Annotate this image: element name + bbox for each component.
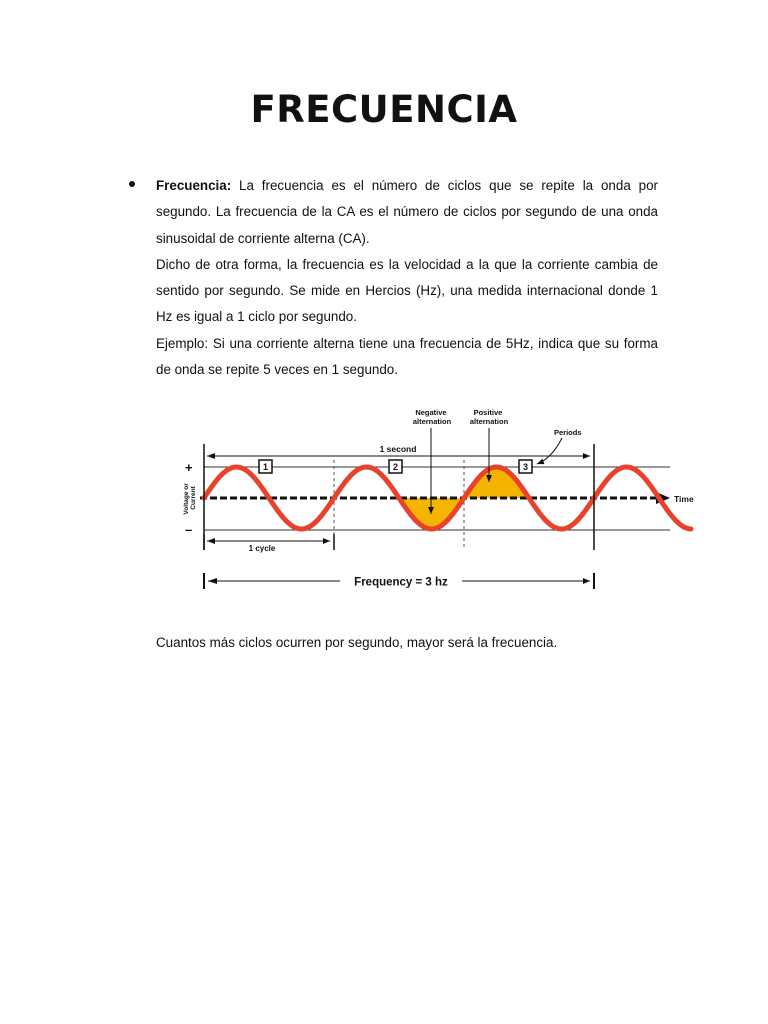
frequency-label: Frequency = 3 hz	[354, 576, 448, 589]
negative-alternation-label: Negative alternation	[412, 408, 452, 426]
definition-text: La frecuencia es el número de ciclos que se repite la onda por segundo. La frecuencia de la CA es el número de ciclos por segundo de una onda sinusoidal de corriente alterna (CA).	[156, 178, 658, 246]
body-text	[156, 173, 658, 383]
positive-alternation-label: Positive alternation	[469, 408, 509, 426]
period-marker-2	[389, 460, 402, 473]
plus-sign: +	[185, 460, 193, 475]
page-title: FRECUENCIA	[250, 88, 518, 131]
one-second-label: 1 second	[379, 444, 417, 454]
one-cycle-left-arrow-icon	[207, 538, 215, 544]
other-words-paragraph: Dicho de otra forma, la frecuencia es la velocidad a la que la corriente cambia de sentido por segundo. Se mide en Hercios (Hz), una medida internacional donde 1 Hz es igual a 1 ciclo por segundo.	[156, 256, 658, 325]
bullet-icon	[129, 181, 135, 187]
closing-sentence: Cuantos más ciclos ocurren por segundo, mayor será la frecuencia.	[156, 635, 558, 650]
period-marker-label: 1	[262, 462, 269, 472]
definition-paragraph	[156, 173, 658, 252]
period-marker-label: 3	[522, 462, 529, 472]
minus-sign: –	[185, 522, 193, 537]
period-marker-label: 2	[392, 462, 399, 472]
y-axis-label: Voltage or Current	[183, 483, 197, 515]
frequency-left-arrow-icon	[208, 578, 217, 584]
periods-label: Periods	[554, 428, 582, 437]
example-paragraph: Ejemplo: Si una corriente alterna tiene una frecuencia de 5Hz, indica que su forma de onda se repite 5 veces en 1 segundo.	[156, 335, 658, 378]
period-marker-1	[259, 460, 272, 473]
periods-pointer	[537, 438, 562, 464]
period-marker-3	[519, 460, 532, 473]
term-label: Frecuencia:	[156, 178, 232, 193]
sine-wave-diagram	[170, 400, 700, 600]
one-second-left-arrow-icon	[207, 453, 215, 459]
one-cycle-label: 1 cycle	[248, 544, 276, 553]
time-label: Time	[674, 494, 694, 504]
